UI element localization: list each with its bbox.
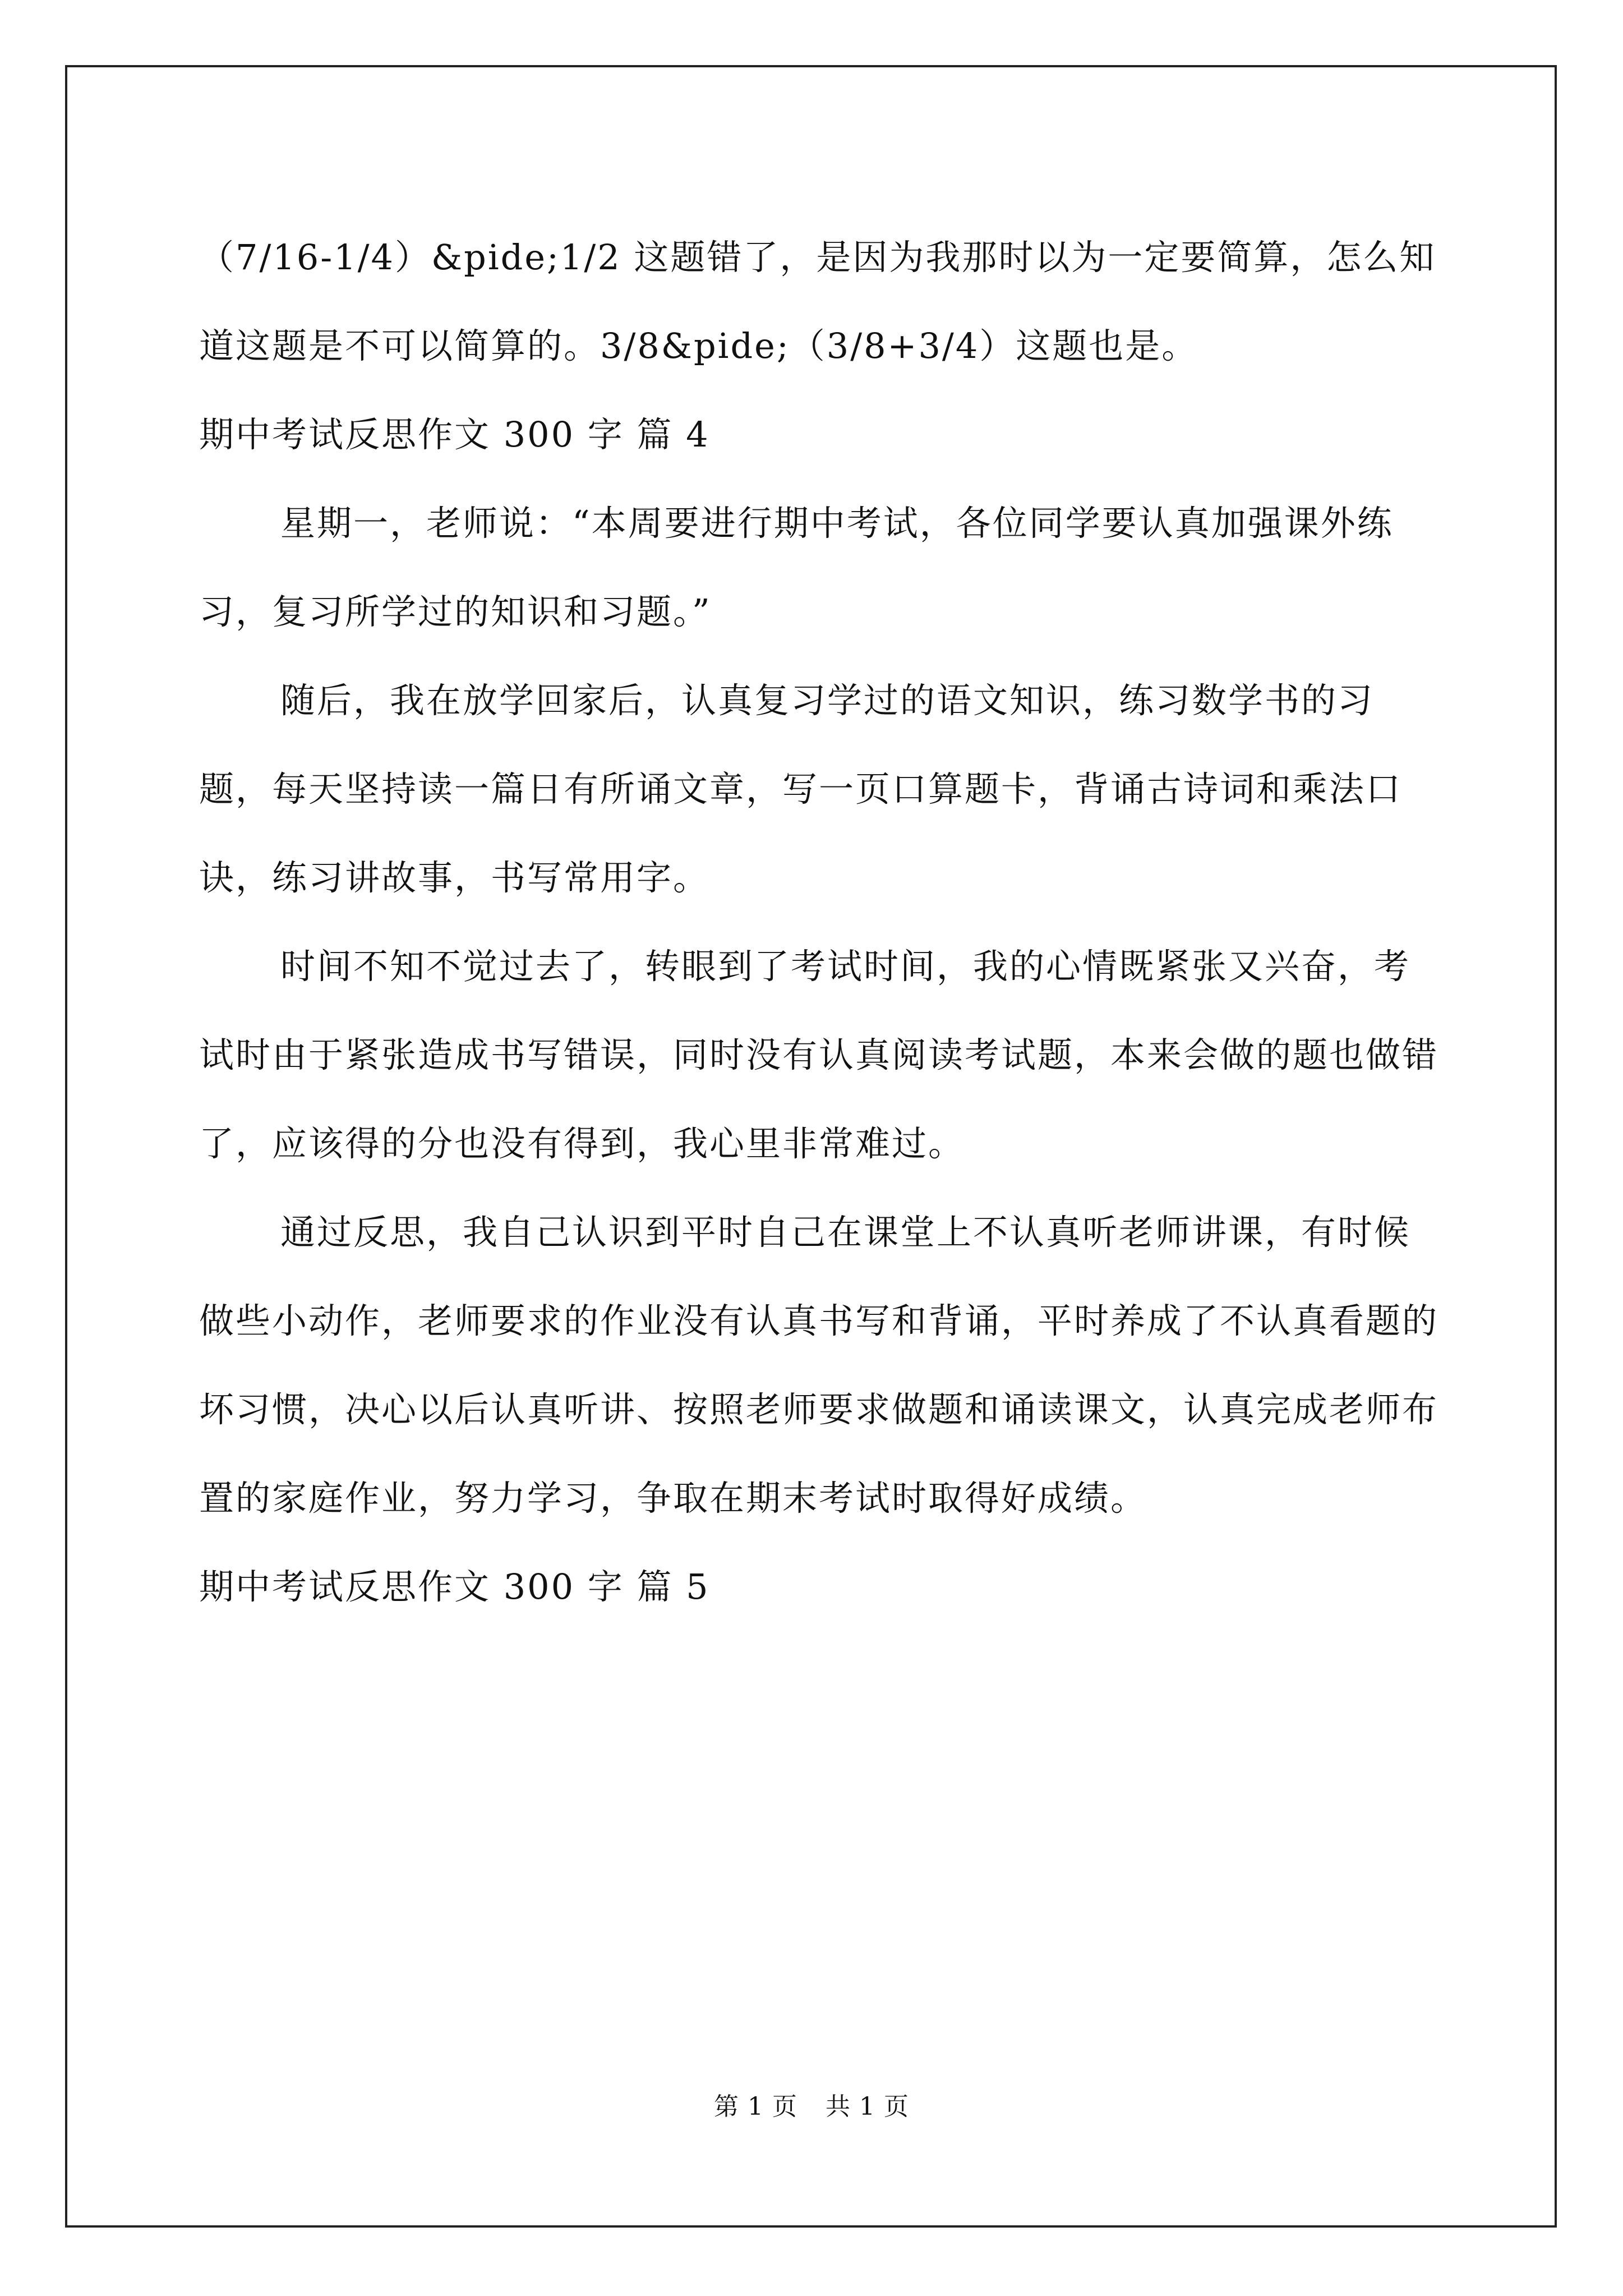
page-footer <box>0 2091 1623 2123</box>
paragraph-1: 星期一，老师说：“本周要进行期中考试，各位同学要认真加强课外练习，复习所学过的知识和习题。” <box>199 503 1394 632</box>
section-heading-4: 期中考试反思作文 300 字 篇 4 <box>199 414 710 455</box>
page-number-current: 第 1 页 <box>714 2092 797 2121</box>
document-body <box>199 213 1444 1631</box>
paragraph-3: 时间不知不觉过去了，转眼到了考试时间，我的心情既紧张又兴奋，考试时由于紧张造成书写错误，同时没有认真阅读考试题，本来会做的题也做错了，应该得的分也没有得到，我心里非常难过。 <box>199 946 1439 1164</box>
paragraph-2: 随后，我在放学回家后，认真复习学过的语文知识，练习数学书的习题，每天坚持读一篇日有所诵文章，写一页口算题卡，背诵古诗词和乘法口诀，练习讲故事，书写常用字。 <box>199 680 1403 898</box>
section-heading-5: 期中考试反思作文 300 字 篇 5 <box>199 1566 710 1607</box>
paragraph-4: 通过反思，我自己认识到平时自己在课堂上不认真听老师讲课，有时候做些小动作，老师要求的作业没有认真书写和背诵，平时养成了不认真看题的坏习惯，决心以后认真听讲、按照老师要求做题和诵读课文，认真完成老师布置的家庭作业，努力学习，争取在期末考试时取得好成绩。 <box>199 1212 1439 1519</box>
intro-paragraph: （7/16-1/4）&pide;1/2 这题错了，是因为我那时以为一定要简算，怎么知道这题是不可以简算的。3/8&pide;（3/8+3/4）这题也是。 <box>199 237 1436 366</box>
page-number-total: 共 1 页 <box>826 2092 909 2121</box>
